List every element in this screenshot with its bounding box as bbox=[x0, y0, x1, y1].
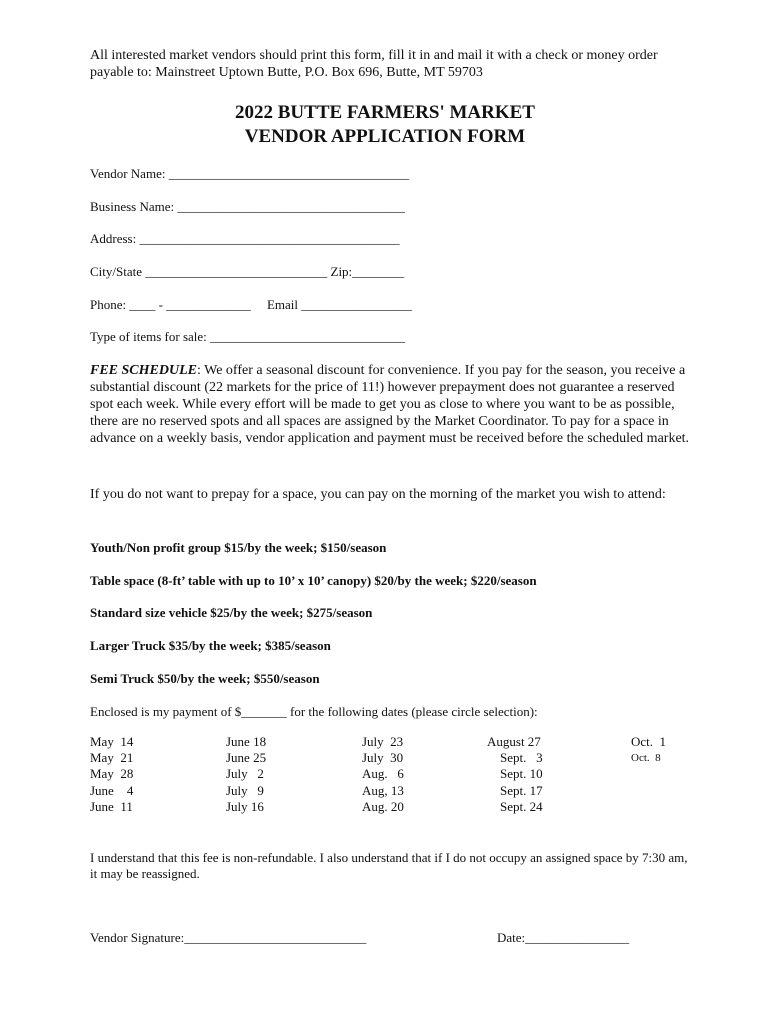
date-option[interactable]: Aug. 6 bbox=[362, 766, 404, 782]
date-option[interactable]: August 27 bbox=[487, 734, 541, 749]
date-option[interactable]: June 4 bbox=[90, 782, 134, 798]
intro-instructions: All interested market vendors should print this form, fill it in and mail it with a check or money order payable to: Mainstreet Uptown Butte, P.O. Box 696, Butte, MT 59703 bbox=[90, 48, 658, 80]
signature-date-field[interactable]: Date:________________ bbox=[497, 930, 630, 945]
date-option[interactable]: July 30 bbox=[362, 750, 404, 766]
vendor-signature-field[interactable]: Vendor Signature:____________________________ bbox=[90, 930, 367, 945]
date-option[interactable]: May 28 bbox=[90, 766, 134, 782]
items-for-sale-field[interactable]: Type of items for sale: ______________________________ bbox=[90, 329, 406, 344]
date-option[interactable]: Oct. 1 bbox=[631, 734, 667, 749]
date-option[interactable]: May 21 bbox=[90, 750, 134, 766]
business-name-field[interactable]: Business Name: ___________________________________ bbox=[90, 199, 405, 214]
date-option[interactable]: Aug, 13 bbox=[362, 782, 404, 798]
fee-schedule-text: : We offer a seasonal discount for convenience. If you pay for the season, you receive a substantial discount (22 markets for the price of 11!) however prepayment does not guarantee a reserved spot each week. While every effort will be made to get you as close to where you want to be as possible, there are no reserved spots and all spaces are assigned by the Market Coordinator. To pay for a space in advance on a weekly basis, vendor application and payment must be received before the scheduled market. bbox=[90, 363, 690, 446]
fee-schedule-paragraph bbox=[90, 362, 690, 447]
date-option[interactable]: June 25 bbox=[226, 750, 267, 766]
fee-schedule-heading: FEE SCHEDULE bbox=[90, 363, 197, 378]
dates-column-2 bbox=[226, 734, 266, 815]
phone-email-field[interactable]: Phone: ____ - _____________ Email _________________ bbox=[90, 297, 412, 312]
rate-semi-truck: Semi Truck $50/by the week; $550/season bbox=[90, 671, 320, 686]
date-option[interactable]: Sept. 3 bbox=[487, 750, 543, 766]
dates-column-1 bbox=[90, 734, 133, 815]
date-option[interactable]: June 18 bbox=[226, 734, 267, 749]
date-option[interactable]: Sept. 17 bbox=[487, 782, 543, 798]
date-option[interactable]: Oct. 8 bbox=[631, 752, 661, 765]
date-option[interactable]: July 2 bbox=[226, 766, 264, 782]
date-option[interactable]: July 23 bbox=[362, 734, 404, 749]
date-option[interactable]: July 16 bbox=[226, 798, 264, 814]
payment-enclosed-line[interactable]: Enclosed is my payment of $_______ for the following dates (please circle selection): bbox=[90, 704, 538, 719]
city-state-zip-field[interactable]: City/State ____________________________ Zip:________ bbox=[90, 264, 405, 279]
date-option[interactable]: Aug. 20 bbox=[362, 798, 404, 814]
date-option[interactable]: Sept. 10 bbox=[487, 766, 543, 782]
prepay-paragraph: If you do not want to prepay for a space, you can pay on the morning of the market you wish to attend: bbox=[90, 487, 666, 502]
rate-table-space: Table space (8-ft’ table with up to 10’ x 10’ canopy) $20/by the week; $220/season bbox=[90, 573, 537, 588]
form-title-line2: VENDOR APPLICATION FORM bbox=[244, 126, 526, 147]
dates-column-3 bbox=[362, 734, 404, 815]
refund-policy: I understand that this fee is non-refundable. I also understand that if I do not occupy an assigned space by 7:30 am, it may be reassigned. bbox=[90, 850, 688, 881]
rate-standard-vehicle: Standard size vehicle $25/by the week; $275/season bbox=[90, 605, 373, 620]
address-field[interactable]: Address: ________________________________________ bbox=[90, 231, 400, 246]
date-option[interactable]: Sept. 24 bbox=[487, 798, 543, 814]
date-option[interactable]: June 11 bbox=[90, 798, 133, 814]
date-option[interactable]: May 14 bbox=[90, 734, 134, 749]
dates-column-4 bbox=[487, 734, 543, 815]
rate-larger-truck: Larger Truck $35/by the week; $385/season bbox=[90, 638, 331, 653]
dates-column-5 bbox=[631, 734, 666, 766]
form-title-line1: 2022 BUTTE FARMERS' MARKET bbox=[235, 102, 535, 123]
vendor-name-field[interactable]: Vendor Name: _____________________________________ bbox=[90, 166, 410, 181]
rate-youth: Youth/Non profit group $15/by the week; $150/season bbox=[90, 540, 387, 555]
date-option[interactable]: July 9 bbox=[226, 782, 264, 798]
